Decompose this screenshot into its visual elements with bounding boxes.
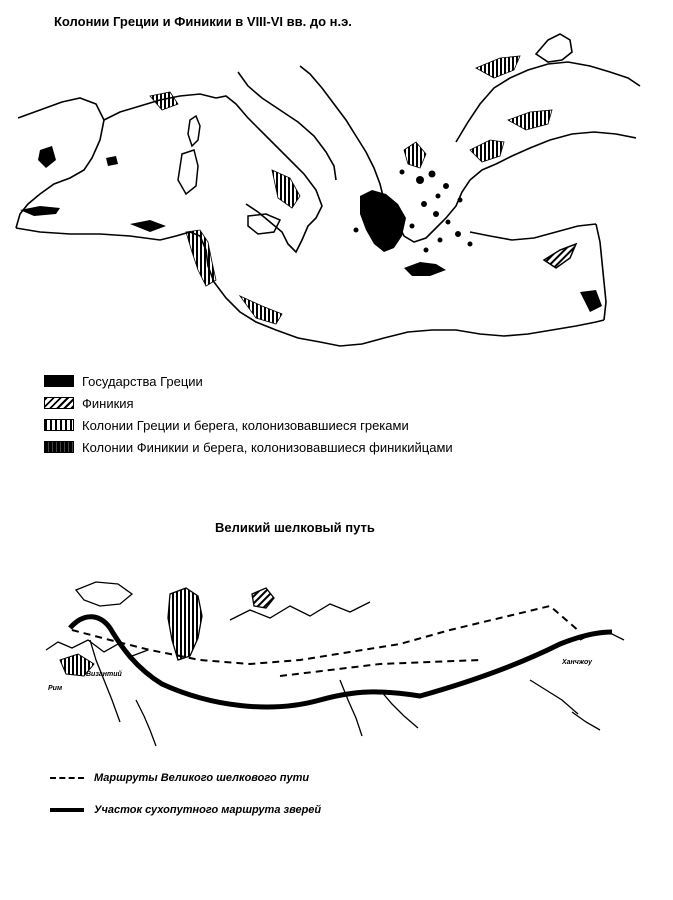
legend-label: Государства Греции [82,373,203,389]
legend-label: Колонии Финикии и берега, колонизовавшиеся финикийцами [82,439,453,455]
mediterranean-outline [46,640,148,656]
map1-legend [44,370,453,458]
legend-label: Маршруты Великого шелкового пути [94,772,310,784]
legend-row-phoenician-colonies [44,436,453,458]
city-rome: Рим [48,685,63,692]
legend-row-land-route [50,794,321,826]
silk-route-dashed-2 [280,660,480,676]
dense-fill-icon [44,441,74,453]
city-byzantium: Византий [86,671,122,678]
silk-route-dashed [72,606,580,664]
mediterranean-map [16,34,640,346]
phoenician-colonies [20,146,602,312]
solid-line-icon [50,808,84,812]
diagonal-hatch-icon [44,397,74,409]
black-sea-outline [76,582,132,606]
map2-title: Великий шелковый путь [215,520,375,535]
corsica [188,116,200,146]
river-a [90,640,120,722]
aral-sea [252,588,274,608]
vertical-stripes-icon [44,419,74,431]
caspian-sea [168,588,202,660]
greek-states [354,170,473,277]
solid-fill-icon [44,375,74,387]
anatolia-coast [470,224,596,240]
italy-coast [216,96,322,252]
legend-row-phoenicia [44,392,453,414]
legend-label: Колонии Греции и берега, колонизовавшиеся греками [82,417,409,433]
river-c [340,680,362,736]
silk-road-map [46,582,624,746]
greece-coast [390,164,496,242]
map2-legend [50,762,321,826]
silk-route-main [70,617,612,707]
legend-row-routes [50,762,321,794]
dashed-line-icon [50,777,84,779]
legend-row-greek-colonies [44,414,453,436]
map1-title: Колонии Греции и Финикии в VIII-VI вв. до н.э. [54,14,352,29]
black-sea-coast [456,62,640,142]
legend-label: Участок сухопутного маршрута зверей [94,804,322,816]
river-b [136,700,156,746]
city-hangzhou: Ханчжоу [562,659,593,666]
river-e [530,680,578,714]
cyprus [544,244,576,268]
black-sea-south [496,132,636,164]
river-f [572,712,600,730]
crimea [536,34,572,62]
legend-label: Финикия [82,395,134,411]
mountains [230,602,370,620]
spain-south-coast [16,228,160,240]
sardinia [178,150,198,194]
legend-row-greek-states [44,370,453,392]
